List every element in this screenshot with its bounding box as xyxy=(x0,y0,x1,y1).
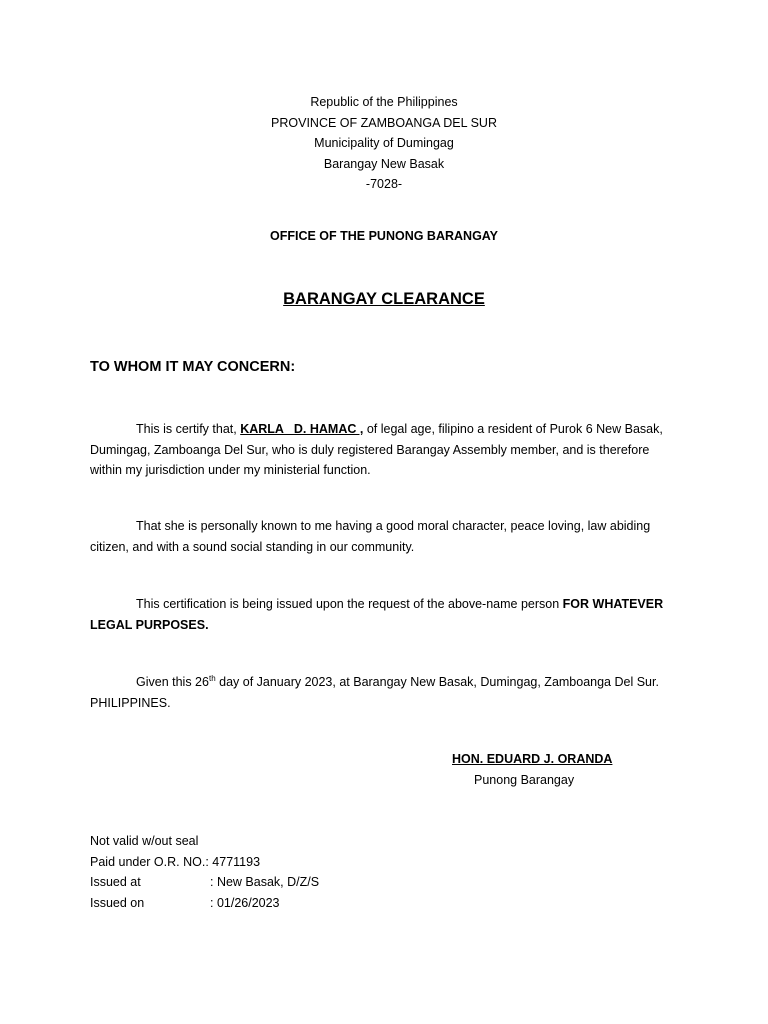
signatory-block xyxy=(452,749,652,790)
document-header xyxy=(0,92,768,195)
signatory-name: HON. EDUARD J. ORANDA xyxy=(452,752,613,766)
header-country: Republic of the Philippines xyxy=(310,95,458,109)
paragraph-certification-suffix: of legal age, filipino a resident of Purok 6 New Basak, Dumingag, Zamboanga Del Sur, who is duly registered Barangay Assembly member, and is therefore within my jurisdiction under my ministerial function. xyxy=(90,422,663,477)
paragraph-certification-prefix: This is certify that, xyxy=(136,422,241,436)
issued-on-value: : 01/26/2023 xyxy=(210,895,280,910)
issued-at-row xyxy=(90,872,490,893)
header-province: PROVINCE OF ZAMBOANGA DEL SUR xyxy=(271,115,497,130)
seal-note-row xyxy=(90,831,490,852)
issued-at-value: : New Basak, D/Z/S xyxy=(210,875,320,889)
paragraph-given xyxy=(90,672,680,713)
header-municipality: Municipality of Dumingag xyxy=(314,136,454,150)
or-number-row xyxy=(90,852,490,873)
issued-on-row xyxy=(90,893,490,914)
or-number: 4771193 xyxy=(212,854,261,869)
signatory-position: Punong Barangay xyxy=(474,772,575,787)
document-title: BARANGAY CLEARANCE xyxy=(283,290,485,308)
header-barangay: Barangay New Basak xyxy=(323,156,445,171)
issuance-details xyxy=(90,831,490,913)
header-zip-code: -7028- xyxy=(365,177,403,191)
paragraph-certification xyxy=(90,419,680,481)
salutation: TO WHOM IT MAY CONCERN: xyxy=(90,359,296,375)
paragraph-purpose xyxy=(90,594,680,635)
paragraph-given-ordinal: th xyxy=(208,673,216,683)
issued-at-label: Issued at xyxy=(90,875,141,889)
paragraph-given-suffix: day of January 2023, at Barangay New Basak, Dumingag, Zamboanga Del Sur. PHILIPPINES. xyxy=(90,675,659,710)
seal-note: Not valid w/out seal xyxy=(90,834,199,848)
paragraph-given-prefix: Given this 26 xyxy=(136,675,209,689)
or-label: Paid under O.R. NO.: xyxy=(90,854,209,869)
paragraph-character: That she is personally known to me having a good moral character, peace loving, law abiding citizen, and with a sound social standing in our community. xyxy=(90,519,651,554)
issued-on-label: Issued on xyxy=(90,895,145,910)
paragraph-purpose-text: This certification is being issued upon the request of the above-name person xyxy=(136,597,563,611)
resident-name: KARLA D. HAMAC , xyxy=(240,422,364,436)
office-heading: OFFICE OF THE PUNONG BARANGAY xyxy=(269,229,499,243)
paragraph-purpose-emphasis: FOR WHATEVER LEGAL PURPOSES. xyxy=(90,597,664,632)
